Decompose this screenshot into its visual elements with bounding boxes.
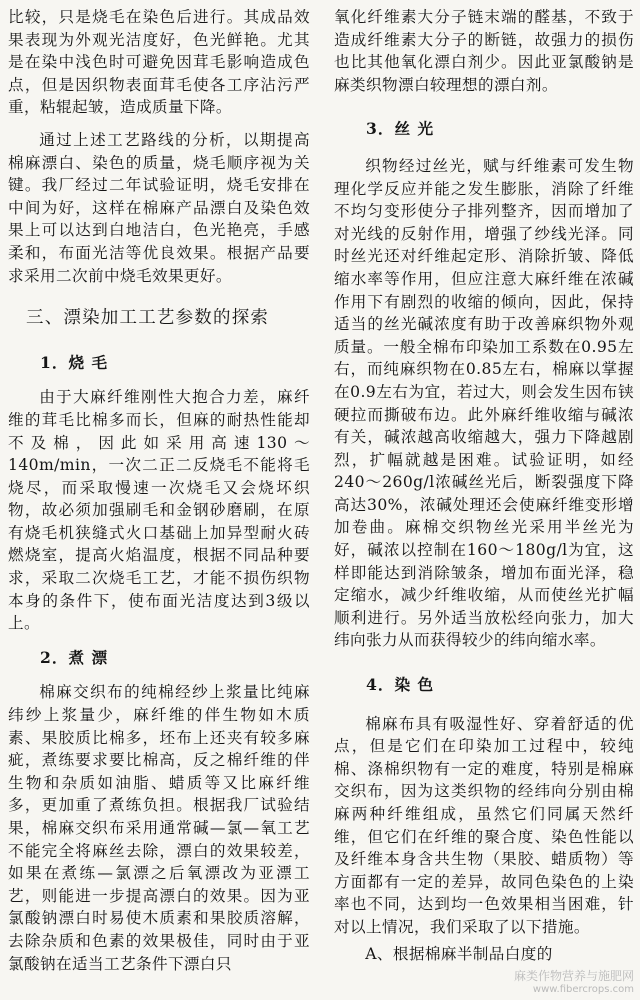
paragraph-continued-right: 氧化纤维素大分子链末端的醛基，不致于造成纤维素大分子的断链，故强力的损伤也比其他氧化漂白剂少。因此亚氯酸钠是麻类织物漂白较理想的漂白剂。	[334, 8, 634, 94]
paragraph-singeing: 由于大麻纤维刚性大抱合力差，麻纤维的茸毛比棉多而长，但麻的耐热性能却不及棉，因此如采用高速130～140m/min，一次二正二反烧毛不能将毛烧尽，而采取慢速一次烧毛又会烧坏织物，故必须加强刷毛和金钢砂磨刷，在原有烧毛机狭缝式火口基础上加异型耐火砖燃烧室，提高火焰温度，根据不同品种要求，采取二次烧毛工艺，才能不损伤织物本身的条件下，使布面光洁度达到3级以上。	[8, 388, 310, 633]
paragraph-scouring-bleaching: 棉麻交织布的纯棉经纱上浆量比纯麻纬纱上浆量少，麻纤维的伴生物如木质素、果胶质比棉多，坯布上还夹有较多麻疵，煮练要求要比棉高，反之棉纤维的伴生物和杂质如油脂、蜡质等又比麻纤维多，更加重了煮练负担。根据我厂试验结果，棉麻交织布采用通常碱—氯—氧工艺不能完全将麻丝去除，漂白的效果较差，如果在煮练—氯漂之后氧漂改为亚漂工艺，则能进一步提高漂白的效果。因为亚氯酸钠漂白时易使木质素和果胶质溶解，去除杂质和色素的效果极佳，同时由于亚氯酸钠在适当工艺条件下漂白只	[8, 683, 310, 973]
subheading-singeing: 1．烧 毛	[40, 352, 109, 372]
section-heading: 三、漂染加工工艺参数的探索	[26, 308, 270, 329]
paragraph-dyeing: 棉麻布具有吸湿性好、穿着舒适的优点，但是它们在印染加工过程中，较纯棉、涤棉织物有一定的难度，特别是棉麻交织布，因为这类织物的经纬向分别由棉麻两种纤维组成，虽然它们同属天然纤维，但它们在纤维的聚合度、染色性能以及纤维本身含共生物（果胶、蜡质物）等方面都有一定的差异，故同色染色的上染率也不同，达到均一色效果相当困难，针对以上情况，我们采取了以下措施。	[334, 714, 634, 936]
paragraph-dyeing-measure-a: A、根据棉麻半制品白度的	[365, 944, 553, 963]
right-column	[334, 6, 634, 965]
watermark-url: www.fibercrops.com	[532, 984, 634, 995]
paragraph-process-analysis: 通过上述工艺路线的分析，以期提高棉麻漂白、染色的质量，烧毛顺序视为关键。我厂经过二年试验证明，烧毛安排在中间为好，这样在棉麻产品漂白及染色效果上可以达到白地洁白，色光艳亮，手感柔和，布面光洁等优良效果。根据产品要求采用二次前中烧毛效果更好。	[8, 130, 310, 285]
left-column	[8, 6, 310, 975]
subheading-dyeing: 4．染 色	[366, 675, 435, 695]
paragraph-continued: 比较，只是烧毛在染色后进行。其成品效果表现为外观光洁度好，色光鲜艳。尤其是在染中浅色时可避免因茸毛影响造成色点，但是因织物表面茸毛使各工序沾污严重，粘辊起皱，造成质量下降。	[8, 8, 310, 117]
spacer	[8, 119, 310, 129]
subheading-mercerizing: 3．丝 光	[366, 119, 435, 139]
site-watermark	[514, 970, 634, 996]
subheading-scouring-bleaching: 2．煮 漂	[40, 647, 109, 667]
paragraph-mercerizing: 织物经过丝光，赋与纤维素可发生物理化学反应并能之发生膨胀，消除了纤维不均匀变形使分子排列整齐，因而增加了对光线的反射作用，增强了纱线光泽。同时丝光还对纤维起定形、消除折皱、降低缩水率等作用，但应注意大麻纤维在浓碱作用下有剧烈的收缩的倾向，因此，保持适当的丝光碱浓度有助于改善麻织物外观质量。一般全棉布印染加工系数在0.95左右，而纯麻织物在0.85左右，棉麻以掌握在0.9左右为宜，若过大，则会发生因布铗硬拉而撕破布边。此外麻纤维收缩与碱浓有关，碱浓越高收缩越大，强力下降越剧烈，扩幅就越是困难。试验证明，如经240～260g/l浓碱丝光后，断裂强度下降高达30%，浓碱处理还会使麻纤维变形增加卷曲。麻棉交织物丝光采用半丝光为好，碱浓以控制在160～180g/l为宜，这样即能达到消除皱条，增加布面光泽，稳定缩水，减少纤维收缩，从而使丝光扩幅顺利进行。另外适当放松经向张力，加大纬向张力从而获得较少的纬向缩水率。	[334, 156, 634, 650]
watermark-title: 麻类作物营养与施肥网	[513, 969, 634, 983]
